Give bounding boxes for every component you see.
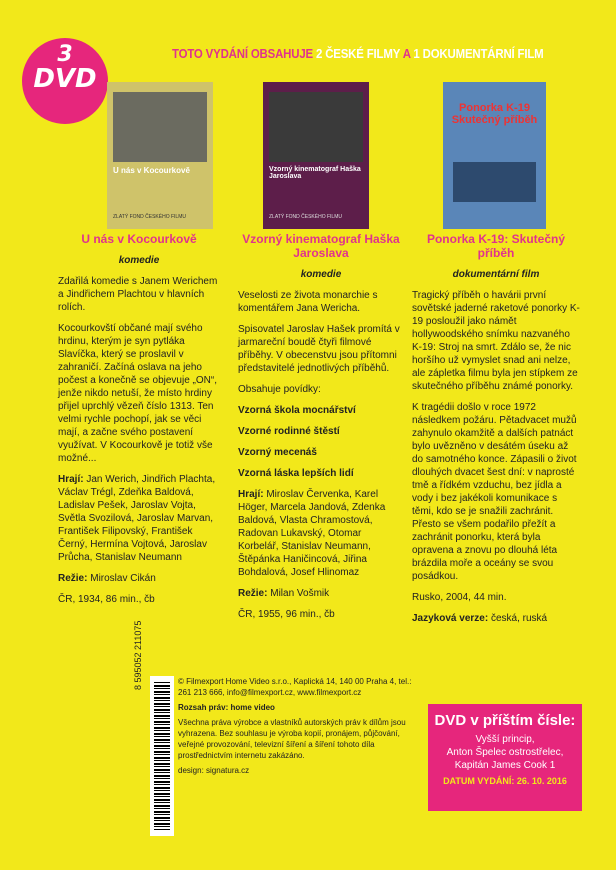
film-intro: Veselosti ze života monarchie s komentářem Jana Wericha.: [238, 290, 378, 314]
design-credit: design: signatura.cz: [178, 766, 250, 775]
cover-series: ZLATÝ FOND ČESKÉHO FILMU: [113, 214, 186, 220]
cast-label: Hrají:: [58, 474, 84, 485]
film-info: ČR, 1955, 96 min., čb: [238, 609, 335, 620]
banner-text-b: 2 ČESKÉ FILMY: [316, 46, 401, 61]
director-name: Miroslav Cikán: [90, 573, 156, 584]
cast-list: Jan Werich, Jindřich Plachta, Václav Trégl, Zdeňka Baldová, Ladislav Pešek, Jaroslav Vojta, Světla Svozilová, Jaroslav Marvan, František Filipovský, František Černý, Hermína Vojtová, Jaroslav Průcha, Stanislav Neumann: [58, 474, 216, 563]
next-title: Kapitán James Cook 1: [454, 760, 556, 771]
story-item: Vzorná láska lepších lidí: [238, 468, 354, 479]
director-name: Milan Vošmik: [270, 588, 330, 599]
banner-text-c: A: [400, 46, 414, 61]
publisher-info: [178, 676, 418, 780]
film-title: U nás v Kocourkově: [81, 232, 197, 246]
rights-notice: Všechna práva výrobce a vlastníků autorských práv k dílům jsou vyhrazena. Bez souhlasu je výroba kopií, pronájem, půjčování, veřejné provozování, televizní šíření a šíření tohoto díla prostřednictvím internetu zakázáno.: [178, 718, 406, 760]
next-title: Anton Špelec ostrostřelec,: [446, 747, 564, 758]
film-info: ČR, 1934, 86 min., čb: [58, 594, 155, 605]
cover-title: Vzorný kinematograf Haška Jaroslava: [269, 166, 361, 180]
language-value: česká, ruská: [490, 613, 548, 624]
film-column-3: [412, 232, 580, 633]
cover-vzorny-kinematograf: [263, 82, 369, 229]
film-column-2: [238, 232, 404, 629]
story-item: Vzorný mecenáš: [238, 447, 317, 458]
story-item: Vzorné rodinné štěstí: [238, 426, 340, 437]
film-genre: komedie: [118, 255, 160, 266]
barcode: [150, 676, 174, 836]
badge-number: 3: [57, 42, 73, 67]
film-synopsis: Kocourkovští občané mají svého hrdinu, kterým je syn pytláka Slavíčka, který se proslavil v zahraničí. Začíná oslava na jeho počest a konečně se objevuje „ON“, jenže nikdo netuší, že místo hrdiny přijel uprchlý vězeň číslo 1313. Ten velmi rychle pochopí, jak se věci mají, a začne svého postavení využívat. V Kocourkově je totiž vše možné...: [58, 323, 217, 464]
film-info: Rusko, 2004, 44 min.: [412, 592, 507, 603]
director-label: Režie:: [58, 573, 88, 584]
rights-scope: Rozsah práv: home video: [178, 703, 275, 712]
film-intro: Zdařilá komedie s Janem Werichem a Jindřichem Plachtou v hlavních rolích.: [58, 276, 218, 313]
cover-title: Ponorka K-19 Skutečný příběh: [451, 102, 538, 126]
badge-label: DVD: [33, 64, 97, 94]
film-genre: dokumentární film: [452, 269, 540, 280]
stories-label: Obsahuje povídky:: [238, 384, 321, 395]
cast-label: Hrají:: [238, 489, 264, 500]
contents-banner: [172, 46, 542, 61]
cast-list: Miroslav Červenka, Karel Höger, Marcela Jandová, Zdenka Baldová, Vlasta Chramostová, Radovan Lukavský, Otomar Korbelář, Stanislav Neumann, Štěpánka Haničincová, Jiřina Bohdalová, Josef Hlinomaz: [238, 489, 386, 578]
cover-title: U nás v Kocourkově: [113, 166, 190, 175]
publisher-address: © Filmexport Home Video s.r.o., Kaplická 14, 140 00 Praha 4, tel.: 261 213 666, info@filmexport.cz, www.filmexport.cz: [178, 677, 412, 697]
story-item: Vzorná škola mocnářství: [238, 405, 356, 416]
film-cast: [238, 488, 404, 579]
banner-text-d: 1 DOKUMENTÁRNÍ FILM: [413, 46, 544, 61]
film-synopsis: Spisovatel Jaroslav Hašek promítá v jarmareční boudě čtyři filmové příběhy. V obecenstvu jsou přítomni představitelé jednotlivých příběhů.: [238, 324, 400, 374]
next-title: Vyšší princip,: [475, 734, 535, 745]
banner-text-a: TOTO VYDÁNÍ OBSAHUJE: [172, 46, 317, 61]
director-label: Režie:: [238, 588, 268, 599]
release-date: DATUM VYDÁNÍ: 26. 10. 2016: [443, 776, 567, 786]
film-director: [238, 587, 404, 600]
language-label: Jazyková verze:: [412, 613, 489, 624]
film-title: Ponorka K-19: Skutečný příběh: [426, 232, 566, 260]
cover-ponorka-k19: [443, 82, 546, 229]
cover-u-nas-v-kocourkove: [107, 82, 213, 229]
film-title: Vzorný kinematograf Haška Jaroslava: [242, 232, 400, 260]
dvd-badge: [22, 38, 108, 124]
film-language: [412, 612, 580, 625]
next-issue-heading: DVD v příštím čísle:: [434, 712, 576, 729]
film-intro: Tragický příběh o havárii první sovětské jaderné raketové ponorky K-19 posloužil jako námět hollywoodského snímku nazvaného K-19: Stroj na smrt. Zdálo se, že nic horšího už vymyslet snad ani nelze, ale zápletka filmu byla jen stípkem ze skutečného příběhu známé ponorky.: [412, 290, 580, 392]
film-synopsis: K tragédii došlo v roce 1972 následkem požáru. Pětadvacet mužů zahynulo okamžitě a dalších patnáct bylo uvězněno v desátém úseku až do samotného konce. Zápasili o život dlouhých dvacet šest dní: v naprosté tmě a řídkém vzduchu, bez jídla a vody i bez jakékoli komunikace s těmi, kdo se je snažili zachránit. Přesto se všem podařilo přežít a zachránit ponorku, která byla opravena a znovu po dlouhá léta brázdila moře a oceány se svou posádkou.: [412, 402, 577, 582]
next-issue-box: [428, 704, 582, 811]
cover-series: ZLATÝ FOND ČESKÉHO FILMU: [269, 214, 342, 220]
barcode-number: 8 595052 211075: [133, 620, 143, 690]
film-genre: komedie: [300, 269, 342, 280]
